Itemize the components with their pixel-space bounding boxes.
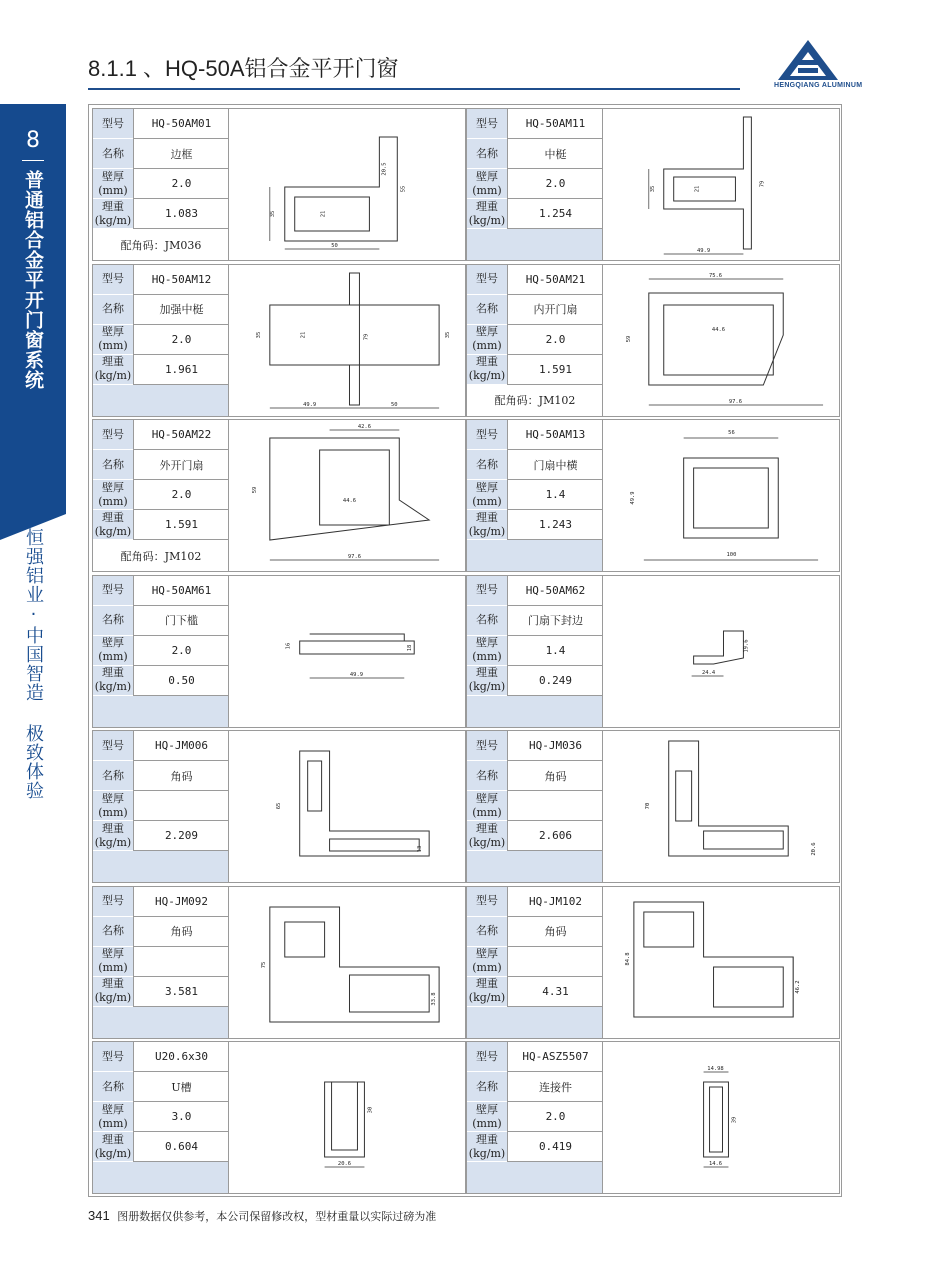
table-divider: [602, 887, 603, 1038]
name-label: 名称: [467, 450, 507, 480]
table-divider: [228, 731, 229, 882]
product-grid: [88, 104, 842, 1197]
name-label: 名称: [93, 450, 133, 480]
dimension-label: 49.9: [629, 491, 636, 505]
dimension-label: 75.6: [708, 272, 723, 279]
table-divider: [228, 1042, 229, 1193]
weight-label: 理重(kg/m): [467, 1132, 507, 1162]
weight-label: 理重(kg/m): [467, 821, 507, 851]
profile-drawing: [604, 1042, 839, 1193]
title-underline: [88, 88, 740, 90]
weight-value: 1.961: [133, 355, 229, 385]
spec-table: [467, 1042, 603, 1193]
name-value: 门下槛: [133, 606, 229, 636]
corner-code: [93, 1007, 229, 1038]
corner-code: 配角码：JM102: [494, 394, 576, 407]
dimension-label: 24.4: [701, 669, 716, 676]
dimension-label: 59: [251, 486, 258, 494]
corner-code: 配角码：JM036: [120, 238, 202, 252]
model-value: HQ-50AM01: [133, 109, 229, 139]
corner-code: [467, 540, 603, 571]
name-label: 名称: [467, 295, 507, 325]
dimension-label: 14.98: [707, 1065, 724, 1073]
weight-label: 理重(kg/m): [93, 821, 133, 851]
table-divider: [228, 887, 229, 1038]
spec-table: [93, 887, 229, 1038]
model-value: HQ-50AM11: [507, 109, 603, 139]
model-value: HQ-JM092: [133, 887, 229, 917]
weight-value: 3.581: [133, 977, 229, 1007]
dimension-label: 84.8: [624, 951, 631, 966]
weight-label: 理重(kg/m): [467, 510, 507, 540]
dimension-label: 100: [726, 551, 737, 559]
spec-table: [93, 109, 229, 260]
dimension-label: 97.6: [728, 398, 743, 405]
wall-thickness-value: 1.4: [507, 636, 603, 666]
profile-cross-section: [230, 1042, 465, 1193]
dimension-label: 50: [391, 401, 398, 408]
table-divider: [602, 265, 603, 416]
weight-label: 理重(kg/m): [93, 977, 133, 1007]
profile-drawing: [230, 109, 465, 260]
corner-code: 配角码：JM102: [120, 549, 202, 563]
weight-value: 2.209: [133, 821, 229, 851]
spec-table: [467, 576, 603, 727]
wall-thickness-label: 壁厚(mm): [467, 636, 507, 666]
profile-drawing: [230, 576, 465, 727]
weight-label: 理重(kg/m): [467, 977, 507, 1007]
profile-cross-section: [230, 420, 465, 571]
wall-thickness-value: [133, 791, 229, 821]
dimension-label: 56: [728, 429, 735, 437]
wall-thickness-label: 壁厚(mm): [467, 480, 507, 510]
name-label: 名称: [93, 917, 133, 947]
wall-thickness-label: 壁厚(mm): [467, 791, 507, 821]
dimension-label: 14.6: [708, 1160, 723, 1168]
chapter-number: 8: [26, 128, 40, 153]
profile-cross-section: [230, 731, 465, 882]
product-card: [92, 108, 466, 261]
name-value: 外开门扇: [133, 450, 229, 480]
name-label: 名称: [93, 606, 133, 636]
spec-table: [467, 109, 603, 260]
corner-code: [467, 229, 603, 260]
page-title: 8.1.1 、HQ-50A铝合金平开门窗: [88, 56, 399, 81]
dimension-label: 49.9: [697, 247, 711, 255]
table-divider: [228, 576, 229, 727]
wall-thickness-value: 2.0: [507, 1102, 603, 1132]
dimension-label: 55: [400, 185, 407, 193]
model-label: 型号: [467, 1042, 507, 1072]
model-label: 型号: [93, 887, 133, 917]
weight-value: 1.591: [133, 510, 229, 540]
name-value: 边框: [133, 139, 229, 169]
model-value: HQ-50AM62: [507, 576, 603, 606]
table-divider: [228, 265, 229, 416]
spec-table: [467, 420, 603, 571]
model-value: U20.6x30: [133, 1042, 229, 1072]
wall-thickness-value: 2.0: [507, 169, 603, 199]
name-value: 角码: [133, 761, 229, 791]
spec-table: [93, 731, 229, 882]
profile-cross-section: [604, 887, 839, 1038]
wall-thickness-label: 壁厚(mm): [93, 1102, 133, 1132]
profile-drawing: [604, 109, 839, 260]
weight-value: 0.249: [507, 666, 603, 696]
spec-table: [467, 731, 603, 882]
wall-thickness-label: 壁厚(mm): [93, 636, 133, 666]
wall-thickness-label: 壁厚(mm): [467, 169, 507, 199]
name-value: 角码: [133, 917, 229, 947]
dimension-label: 33.8: [431, 991, 438, 1006]
wall-thickness-label: 壁厚(mm): [93, 325, 133, 355]
wall-thickness-label: 壁厚(mm): [93, 480, 133, 510]
product-card: [92, 730, 466, 883]
profile-drawing: [230, 887, 465, 1038]
dimension-label: 49.9: [303, 401, 317, 408]
corner-code: [467, 1007, 603, 1038]
table-divider: [602, 109, 603, 260]
product-card: [466, 419, 840, 572]
dimension-label: 46.2: [795, 979, 802, 994]
model-value: HQ-50AM12: [133, 265, 229, 295]
spec-table: [93, 265, 229, 416]
model-label: 型号: [467, 420, 507, 450]
model-label: 型号: [93, 576, 133, 606]
brand-slogan: 恒强铝业·中国智造 极致体验: [23, 528, 44, 800]
profile-drawing: [230, 420, 465, 571]
weight-label: 理重(kg/m): [93, 1132, 133, 1162]
corner-code: [93, 851, 229, 882]
dimension-label: 79: [363, 333, 370, 340]
name-value: 内开门扇: [507, 295, 603, 325]
model-value: HQ-JM036: [507, 731, 603, 761]
profile-cross-section: [230, 887, 465, 1038]
page-number: 341: [88, 1208, 110, 1223]
dimension-label: 19.6: [743, 638, 750, 653]
name-value: 角码: [507, 761, 603, 791]
name-label: 名称: [93, 761, 133, 791]
dimension-label: 21: [694, 185, 701, 193]
dimension-label: 21: [300, 331, 307, 338]
product-card: [466, 886, 840, 1039]
dimension-label: 44.6: [711, 326, 726, 333]
dimension-label: 79: [759, 180, 766, 188]
model-label: 型号: [93, 109, 133, 139]
model-value: HQ-50AM13: [507, 420, 603, 450]
model-value: HQ-50AM61: [133, 576, 229, 606]
profile-cross-section: [604, 109, 839, 260]
weight-label: 理重(kg/m): [467, 355, 507, 385]
name-value: 角码: [507, 917, 603, 947]
model-value: HQ-ASZ5507: [507, 1042, 603, 1072]
dimension-label: 35: [255, 331, 262, 338]
table-divider: [228, 109, 229, 260]
name-label: 名称: [467, 917, 507, 947]
product-card: [92, 1041, 466, 1194]
dimension-label: 16: [285, 642, 292, 649]
wall-thickness-label: 壁厚(mm): [467, 947, 507, 977]
product-card: [466, 1041, 840, 1194]
corner-code: [467, 696, 603, 727]
model-value: HQ-JM006: [133, 731, 229, 761]
weight-label: 理重(kg/m): [93, 199, 133, 229]
profile-drawing: [230, 731, 465, 882]
model-label: 型号: [93, 420, 133, 450]
name-label: 名称: [93, 139, 133, 169]
dimension-label: 97.6: [347, 553, 362, 561]
name-value: 门扇中横: [507, 450, 603, 480]
model-label: 型号: [467, 731, 507, 761]
chapter-separator: [22, 160, 44, 161]
dimension-label: 35: [269, 210, 276, 218]
product-card: [92, 419, 466, 572]
table-divider: [602, 1042, 603, 1193]
weight-value: 0.50: [133, 666, 229, 696]
profile-cross-section: [604, 576, 839, 727]
spec-table: [93, 420, 229, 571]
profile-cross-section: [230, 265, 465, 416]
table-divider: [228, 420, 229, 571]
dimension-label: 50: [331, 242, 338, 250]
profile-drawing: [604, 731, 839, 882]
dimension-label: 13: [417, 845, 424, 853]
dimension-label: 39: [731, 1116, 738, 1124]
dimension-label: 20.6: [337, 1160, 352, 1168]
weight-value: 4.31: [507, 977, 603, 1007]
weight-label: 理重(kg/m): [93, 355, 133, 385]
product-card: [92, 264, 466, 417]
profile-cross-section: [604, 265, 839, 416]
model-label: 型号: [467, 109, 507, 139]
name-label: 名称: [467, 606, 507, 636]
model-label: 型号: [93, 265, 133, 295]
table-divider: [602, 731, 603, 882]
product-card: [466, 575, 840, 728]
weight-value: 1.243: [507, 510, 603, 540]
name-label: 名称: [467, 1072, 507, 1102]
dimension-label: 65: [275, 802, 282, 810]
dimension-label: 20.5: [381, 162, 388, 176]
dimension-label: 21: [320, 210, 327, 218]
logo-text: HENGQIANG ALUMINUM: [774, 82, 863, 89]
weight-value: 0.419: [507, 1132, 603, 1162]
wall-thickness-label: 壁厚(mm): [467, 1102, 507, 1132]
weight-value: 1.083: [133, 199, 229, 229]
weight-label: 理重(kg/m): [93, 510, 133, 540]
name-value: U槽: [133, 1072, 229, 1102]
name-label: 名称: [467, 761, 507, 791]
wall-thickness-value: 2.0: [133, 636, 229, 666]
profile-drawing: [230, 265, 465, 416]
product-card: [466, 730, 840, 883]
dimension-label: 42.6: [357, 423, 371, 431]
weight-value: 0.604: [133, 1132, 229, 1162]
profile-drawing: [604, 420, 839, 571]
corner-code: [93, 696, 229, 727]
model-value: HQ-50AM21: [507, 265, 603, 295]
product-card: [466, 108, 840, 261]
product-card: [92, 886, 466, 1039]
dimension-label: 49.9: [349, 671, 364, 678]
name-value: 加强中梃: [133, 295, 229, 325]
name-label: 名称: [93, 295, 133, 325]
wall-thickness-value: [133, 947, 229, 977]
corner-code: [93, 385, 229, 416]
profile-drawing: [230, 1042, 465, 1193]
weight-label: 理重(kg/m): [467, 199, 507, 229]
wall-thickness-label: 壁厚(mm): [467, 325, 507, 355]
spec-table: [467, 887, 603, 1038]
dimension-label: 70: [644, 802, 651, 810]
wall-thickness-value: 3.0: [133, 1102, 229, 1132]
wall-thickness-value: 2.0: [133, 169, 229, 199]
dimension-label: 75: [260, 961, 267, 968]
spec-table: [93, 1042, 229, 1193]
wall-thickness-value: 2.0: [507, 325, 603, 355]
weight-label: 理重(kg/m): [93, 666, 133, 696]
weight-value: 1.591: [507, 355, 603, 385]
table-divider: [602, 420, 603, 571]
wall-thickness-label: 壁厚(mm): [93, 169, 133, 199]
wall-thickness-value: 2.0: [133, 325, 229, 355]
model-value: HQ-JM102: [507, 887, 603, 917]
name-value: 连接件: [507, 1072, 603, 1102]
name-value: 门扇下封边: [507, 606, 603, 636]
spec-table: [467, 265, 603, 416]
dimension-label: 18: [407, 644, 414, 651]
wall-thickness-value: [507, 947, 603, 977]
model-label: 型号: [467, 887, 507, 917]
model-label: 型号: [93, 731, 133, 761]
corner-code: [467, 851, 603, 882]
weight-value: 2.606: [507, 821, 603, 851]
profile-cross-section: [604, 420, 839, 571]
name-value: 中梃: [507, 139, 603, 169]
wall-thickness-label: 壁厚(mm): [93, 791, 133, 821]
profile-drawing: [604, 265, 839, 416]
footer-note: 图册数据仅供参考，本公司保留修改权，型材重量以实际过磅为准: [117, 1210, 437, 1223]
profile-drawing: [604, 576, 839, 727]
spec-table: [93, 576, 229, 727]
wall-thickness-label: 壁厚(mm): [93, 947, 133, 977]
wall-thickness-value: 1.4: [507, 480, 603, 510]
profile-cross-section: [230, 109, 465, 260]
chapter-title: 普通铝合金平开门窗系统: [22, 170, 44, 390]
page-footer: [88, 1208, 436, 1224]
wall-thickness-value: 2.0: [133, 480, 229, 510]
profile-cross-section: [604, 731, 839, 882]
model-value: HQ-50AM22: [133, 420, 229, 450]
dimension-label: 59: [625, 335, 632, 342]
corner-code: [467, 1162, 603, 1193]
product-card: [466, 264, 840, 417]
product-card: [92, 575, 466, 728]
profile-cross-section: [604, 1042, 839, 1193]
weight-label: 理重(kg/m): [467, 666, 507, 696]
name-label: 名称: [93, 1072, 133, 1102]
dimension-label: 20.6: [811, 842, 818, 856]
dimension-label: 44.6: [342, 497, 357, 505]
dimension-label: 35: [445, 331, 452, 338]
model-label: 型号: [93, 1042, 133, 1072]
table-divider: [602, 576, 603, 727]
dimension-label: 30: [367, 1106, 374, 1114]
profile-cross-section: [230, 576, 465, 727]
dimension-label: 35: [649, 185, 656, 193]
model-label: 型号: [467, 576, 507, 606]
name-label: 名称: [467, 139, 507, 169]
weight-value: 1.254: [507, 199, 603, 229]
corner-code: [93, 1162, 229, 1193]
model-label: 型号: [467, 265, 507, 295]
wall-thickness-value: [507, 791, 603, 821]
profile-drawing: [604, 887, 839, 1038]
